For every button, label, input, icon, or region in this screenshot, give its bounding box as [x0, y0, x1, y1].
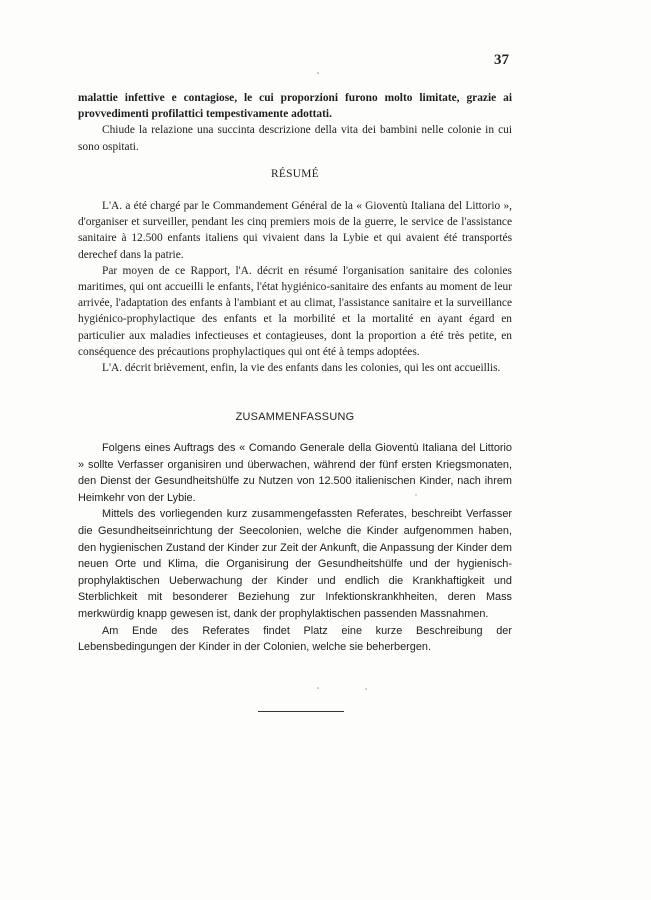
zusammenfassung-paragraph-3: Am Ende des Referates findet Platz eine kurze Beschreibung der Lebensbedingungen der Kinder in der Colonien, welche sie beherbergen. [78, 624, 512, 654]
intro-paragraph-2: Chiude la relazione una succinta descrizione della vita dei bambini nelle colonie in cui sono ospitati. [78, 124, 512, 153]
speck [317, 72, 319, 74]
intro-section [78, 90, 512, 155]
zusammenfassung-heading: ZUSAMMENFASSUNG [235, 411, 355, 423]
speck [365, 688, 367, 690]
resume-paragraph-2: Par moyen de ce Rapport, l'A. décrit en résumé l'organisation sanitaire des colonies maritimes, qui ont accueilli le enfants, l'état hygiénico-sanitaire des enfants au moment de leur arrivée, l'adaptation des enfants à l'ambiant et au climat, l'assistance sanitaire et la surveillance hygiénico-prophylactique des enfants et la morbilité et la mortalité en ayant égard en particulier aux maladies infectieuses et contagieuses, dont la proportion a été très petite, en conséquence des précautions prophylactiques qui ont été à temps adoptées. [78, 264, 512, 358]
resume-paragraph-1: L'A. a été chargé par le Commandement Général de la « Gioventù Italiana del Littorio », d'organiser et surveiller, pendant les cinq premiers mois de la guerre, le service de l'assistance sanitaire à 12.500 enfants italiens qui vivaient dans la Lybie et qui avaient été transportés derechef dans la patrie. [78, 200, 512, 261]
intro-line-1: malattie infettive e contagiose, le cui proporzioni furono molto limitate, grazie ai [78, 92, 512, 104]
zusammenfassung-section [78, 440, 512, 656]
page-number: 37 [494, 52, 509, 68]
speck [317, 687, 319, 689]
resume-heading: RÉSUMÉ [270, 168, 319, 180]
resume-section [78, 198, 512, 376]
zusammenfassung-paragraph-1: Folgens eines Auftrags des « Comando Generale della Gioventù Italiana del Littorio » sollte Verfasser organisiren und überwachen, während der fünf ersten Kriegsmonaten, den Dienst der Gesundheitshülfe zu Nutzen von 12.500 italienischen Kinder, nach ihrem Heimkehr von der Lybie. [78, 442, 512, 504]
resume-paragraph-3: L'A. décrit brièvement, enfin, la vie des enfants dans les colonies, qui les ont accueillis. [102, 362, 501, 375]
intro-line-2: provvedimenti profilattici tempestivamente adottati. [78, 108, 332, 121]
zusammenfassung-paragraph-2: Mittels des vorliegenden kurz zusammengefassten Referates, beschreibt Verfasser die Gesundheitseinrichtung der Seecolonien, welche die Kinder aufgenommen haben, den hygienischen Zustand der Kinder zur Zeit der Ankunft, die Anpassung der Kinder dem neuen Orte und Klima, die Organisirung der Gesundheitshülfe und der hygienisch-prophylaktischen Ueberwachung der Kinder und endlich die Krankhaftigkeit und Sterblichkeit mit besonderer Beziehung zur Infektionskrankhheiten, deren Mass merkwürdig knapp gewesen ist, dank der prophylaktischen passenden Massnahmen. [78, 508, 512, 620]
end-rule [258, 711, 344, 712]
